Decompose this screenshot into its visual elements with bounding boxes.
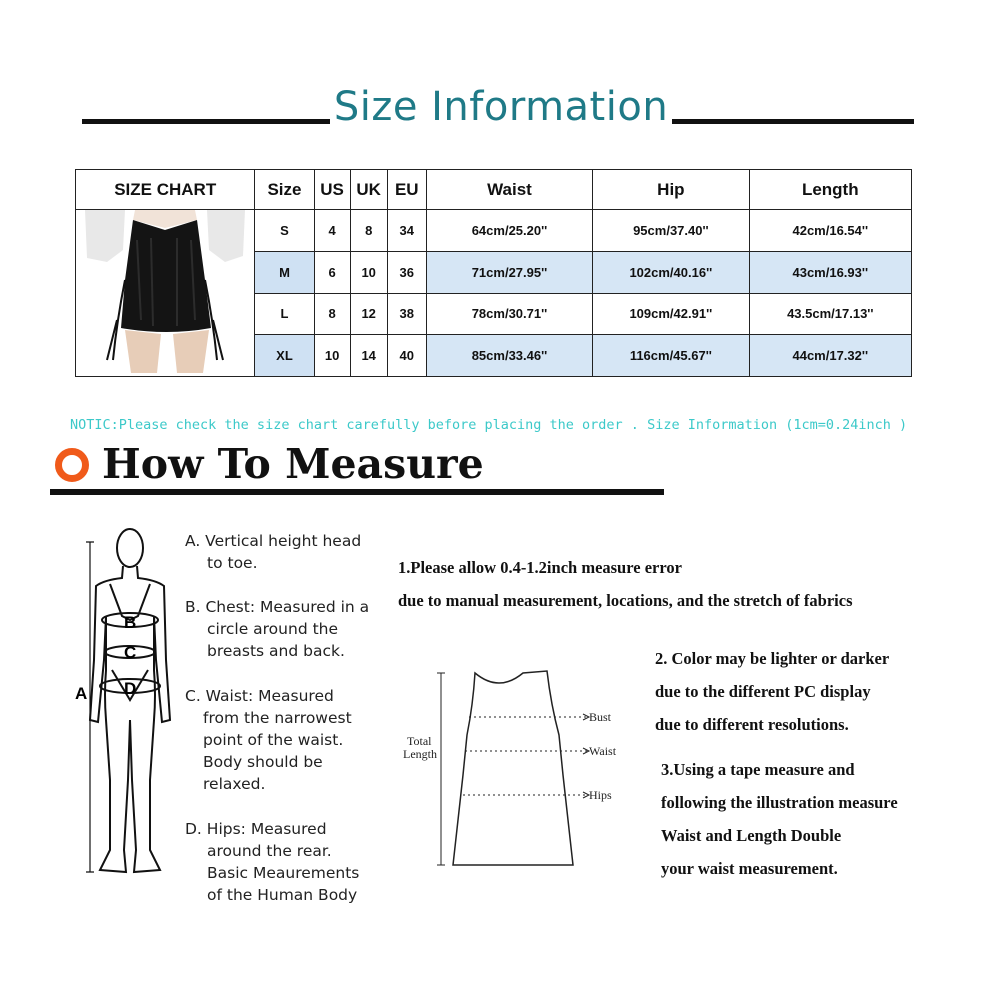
- cell-uk: 10: [350, 251, 387, 293]
- header-size: Size: [255, 170, 314, 210]
- body-label-c: C: [124, 643, 137, 662]
- cell-length: 43.5cm/17.13'': [749, 293, 911, 335]
- cell-us: 8: [314, 293, 350, 335]
- cell-uk: 12: [350, 293, 387, 335]
- note-3-line-4: your waist measurement.: [661, 859, 838, 878]
- cell-length: 44cm/17.32'': [749, 335, 911, 377]
- cell-eu: 36: [387, 251, 426, 293]
- table-header-row: [76, 170, 912, 210]
- cell-hip: 116cm/45.67'': [593, 335, 749, 377]
- cell-waist: 71cm/27.95'': [426, 251, 592, 293]
- dress-measure-diagram: [395, 665, 635, 875]
- title-divider-right: [672, 119, 914, 124]
- header-size-chart: SIZE CHART: [76, 170, 255, 210]
- product-photo: [76, 210, 255, 377]
- dress-label-hips: Hips: [589, 788, 612, 802]
- cell-uk: 8: [350, 210, 387, 252]
- cell-size: XL: [255, 335, 314, 377]
- dress-label-waist: Waist: [589, 744, 617, 758]
- size-notice: NOTIC:Please check the size chart carefully before placing the order . Size Information (1cm=0.24inch ): [70, 417, 908, 433]
- cell-waist: 85cm/33.46'': [426, 335, 592, 377]
- note-2-line-2: due to the different PC display: [655, 682, 871, 701]
- cell-eu: 34: [387, 210, 426, 252]
- note-3-line-3: Waist and Length Double: [661, 826, 842, 845]
- cell-hip: 109cm/42.91'': [593, 293, 749, 335]
- size-chart-table: [75, 169, 912, 377]
- header-us: US: [314, 170, 350, 210]
- description-c: C. Waist: Measured from the narrowest point of the waist. Body should be relaxed.: [185, 687, 352, 793]
- dress-label-length: Length: [403, 747, 437, 761]
- title-divider-left: [82, 119, 330, 124]
- dress-label-bust: Bust: [589, 710, 612, 724]
- note-3-line-1: 3.Using a tape measure and: [661, 760, 855, 779]
- how-to-measure-title: How To Measure: [102, 440, 484, 488]
- note-3-line-2: following the illustration measure: [661, 793, 898, 812]
- page-title: Size Information: [333, 84, 669, 130]
- skirt-model-image: [77, 210, 254, 373]
- cell-hip: 95cm/37.40'': [593, 210, 749, 252]
- how-to-measure-divider: [50, 489, 664, 495]
- cell-size: S: [255, 210, 314, 252]
- header-uk: UK: [350, 170, 387, 210]
- header-length: Length: [749, 170, 911, 210]
- cell-eu: 40: [387, 335, 426, 377]
- description-d: D. Hips: Measured around the rear. Basic Meaurements of the Human Body: [185, 820, 360, 904]
- note-1-line-2: due to manual measurement, locations, and the stretch of fabrics: [398, 591, 853, 610]
- description-b: B. Chest: Measured in a circle around the breasts and back.: [185, 598, 370, 660]
- header-eu: EU: [387, 170, 426, 210]
- cell-uk: 14: [350, 335, 387, 377]
- cell-waist: 78cm/30.71'': [426, 293, 592, 335]
- cell-size: L: [255, 293, 314, 335]
- dress-label-total: Total: [407, 734, 432, 748]
- cell-waist: 64cm/25.20'': [426, 210, 592, 252]
- cell-us: 10: [314, 335, 350, 377]
- orange-circle-icon: [55, 448, 89, 482]
- header-waist: Waist: [426, 170, 592, 210]
- description-a: A. Vertical height head to toe.: [185, 532, 362, 572]
- header-hip: Hip: [593, 170, 749, 210]
- body-label-b: B: [124, 613, 137, 632]
- cell-us: 6: [314, 251, 350, 293]
- body-label-d: D: [124, 679, 137, 698]
- cell-eu: 38: [387, 293, 426, 335]
- cell-hip: 102cm/40.16'': [593, 251, 749, 293]
- note-1-line-1: 1.Please allow 0.4-1.2inch measure error: [398, 558, 682, 577]
- body-label-a: A: [75, 684, 88, 703]
- table-row: [76, 210, 912, 252]
- cell-length: 43cm/16.93'': [749, 251, 911, 293]
- note-2-line-1: 2. Color may be lighter or darker: [655, 649, 890, 668]
- cell-us: 4: [314, 210, 350, 252]
- cell-length: 42cm/16.54'': [749, 210, 911, 252]
- note-2-line-3: due to different resolutions.: [655, 715, 849, 734]
- cell-size: M: [255, 251, 314, 293]
- body-measure-figure: [70, 520, 180, 895]
